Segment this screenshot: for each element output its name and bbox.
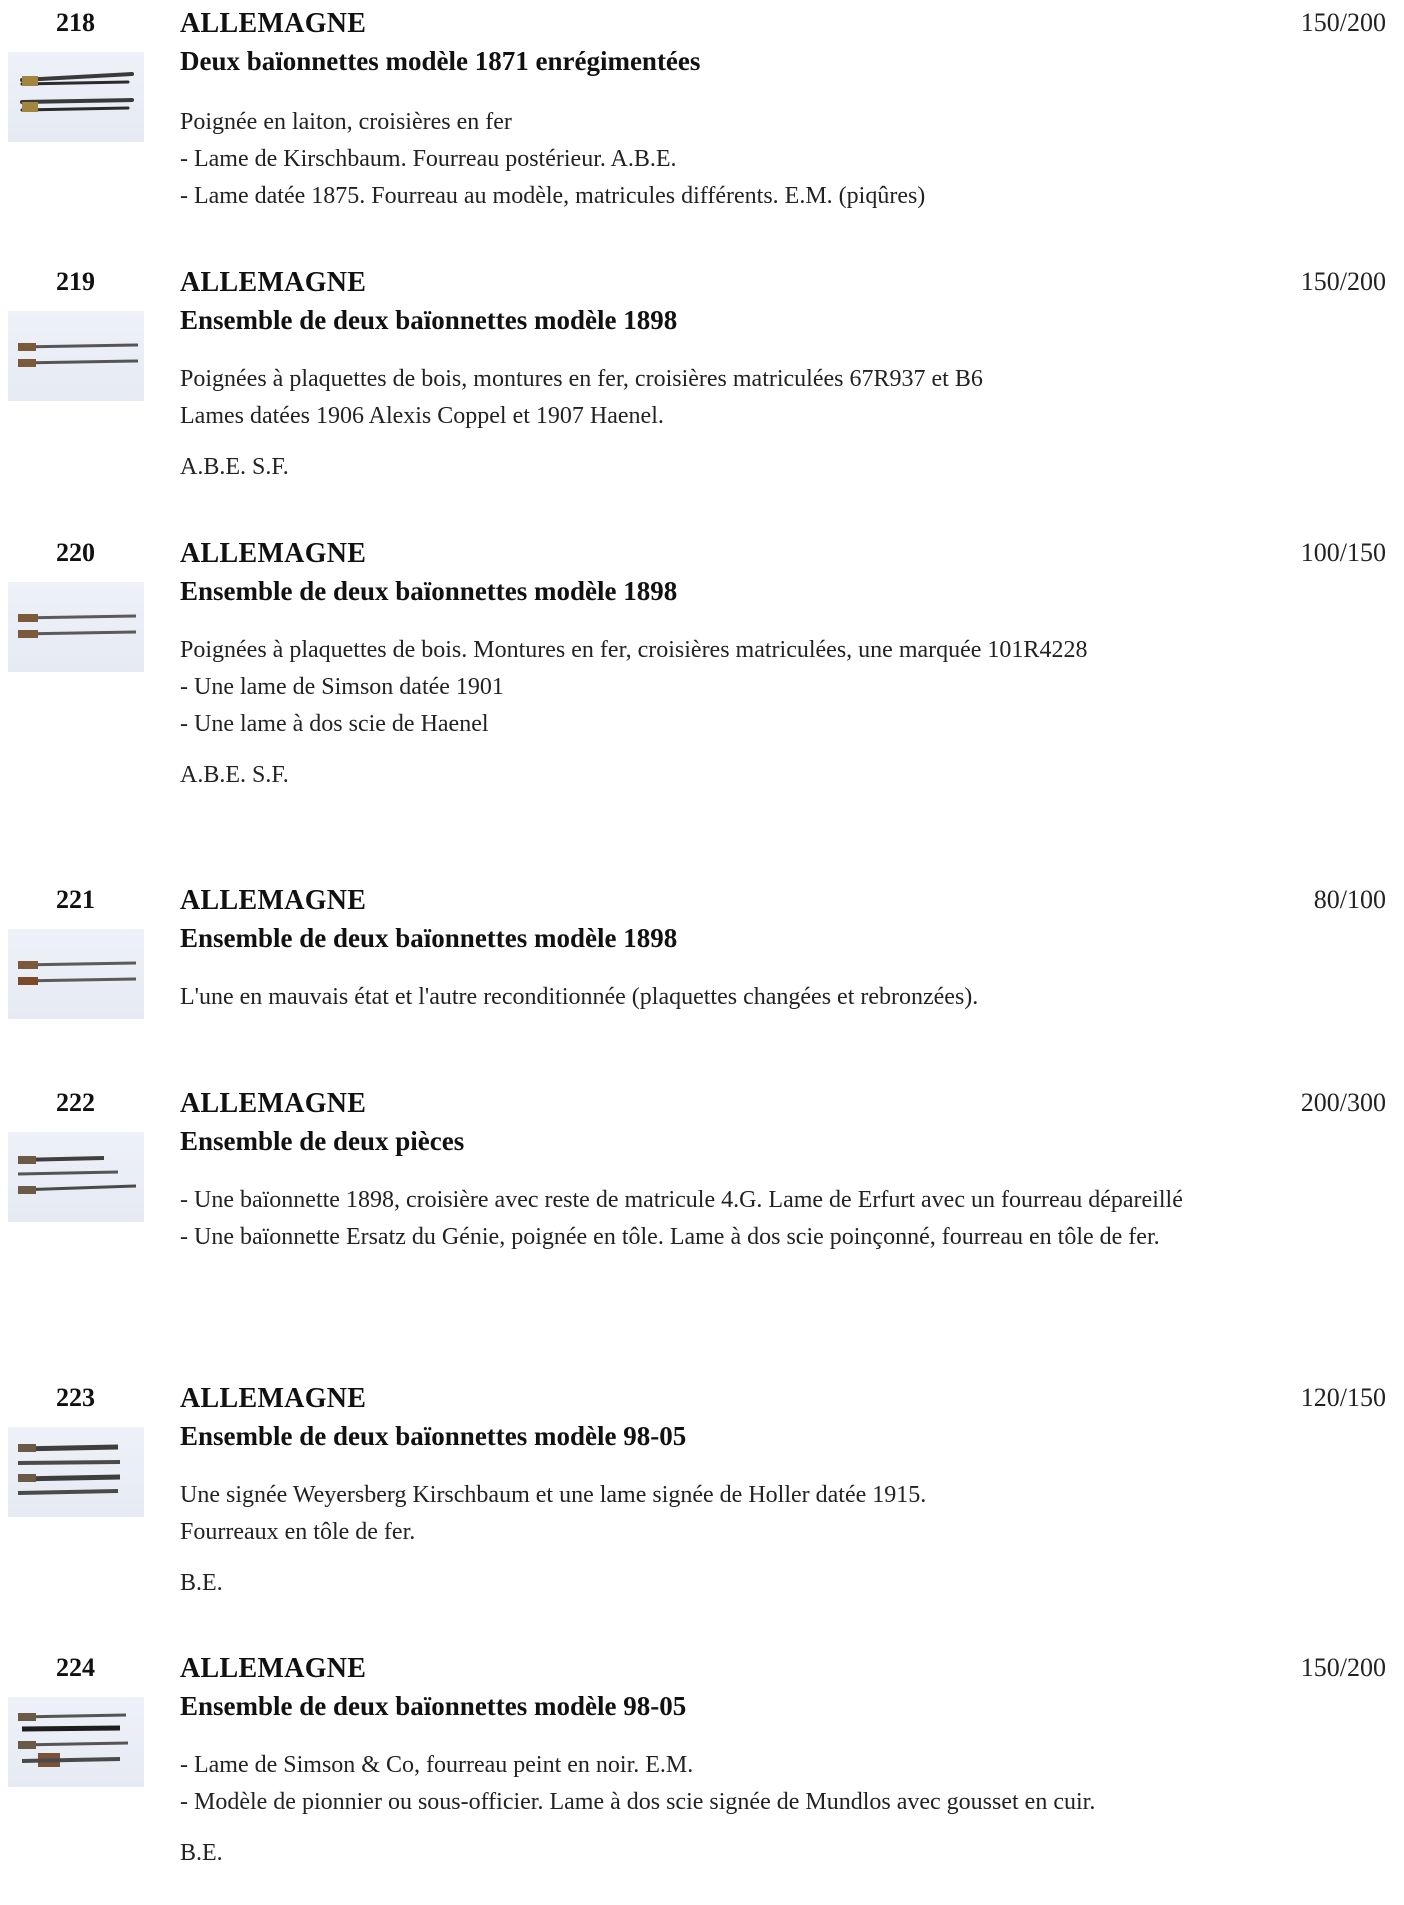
bayonet-photo[interactable] [8, 311, 144, 401]
lot-country: ALLEMAGNE [180, 1383, 367, 1414]
lot-number: 223 [56, 1383, 95, 1412]
description-line: - Lame datée 1875. Fourreau au modèle, matricules différents. E.M. (piqûres) [180, 183, 926, 209]
lot-estimate: 120/150 [1300, 1383, 1386, 1412]
bayonet-photo-graphic [8, 311, 144, 401]
lot-estimate: 100/150 [1300, 538, 1386, 567]
description-line: - Lame de Simson & Co, fourreau peint en noir. E.M. [180, 1752, 694, 1778]
lot-description [180, 1182, 1204, 1256]
lot-description [180, 361, 1204, 486]
bayonet-photo-graphic [8, 52, 144, 142]
bayonet-photo[interactable] [8, 1697, 144, 1787]
bayonet-photo[interactable] [8, 582, 144, 672]
lot-estimate: 150/200 [1300, 1653, 1386, 1682]
lot-number: 218 [56, 8, 95, 37]
lot-country: ALLEMAGNE [180, 1653, 367, 1684]
lot-description [180, 1747, 1204, 1872]
description-paragraph: - Modèle de pionnier ou sous-officier. Lame à dos scie signée de Mundlos avec gousset en cuir. [180, 1789, 1096, 1815]
description-paragraph: - Une baïonnette Ersatz du Génie, poignée en tôle. Lame à dos scie poinçonné, fourreau en tôle de fer. [180, 1224, 1160, 1250]
lot-title: Ensemble de deux baïonnettes modèle 1898 [180, 923, 678, 953]
bayonet-photo[interactable] [8, 929, 144, 1019]
description-line: Lames datées 1906 Alexis Coppel et 1907 Haenel. [180, 403, 664, 429]
bayonet-photo-graphic [8, 582, 144, 672]
lot-description [180, 979, 1204, 1016]
lot-title: Deux baïonnettes modèle 1871 enrégimentées [180, 46, 701, 76]
bayonet-photo[interactable] [8, 1427, 144, 1517]
lot-country: ALLEMAGNE [180, 8, 367, 39]
lot-number: 222 [56, 1088, 95, 1117]
lot-estimate: 200/300 [1300, 1088, 1386, 1117]
description-line: Poignée en laiton, croisières en fer [180, 109, 512, 135]
lot-title: Ensemble de deux baïonnettes modèle 98-05 [180, 1421, 687, 1451]
lot-number: 219 [56, 267, 95, 296]
bayonet-photo-graphic [8, 1132, 144, 1222]
lot-country: ALLEMAGNE [180, 885, 367, 916]
lot-description [180, 104, 1204, 215]
condition-note: A.B.E. S.F. [180, 762, 289, 788]
lot-title: Ensemble de deux baïonnettes modèle 1898 [180, 576, 678, 606]
description-line: L'une en mauvais état et l'autre reconditionnée (plaquettes changées et rebronzées). [180, 984, 979, 1010]
lot-country: ALLEMAGNE [180, 538, 367, 569]
bayonet-photo[interactable] [8, 1132, 144, 1222]
condition-note: B.E. [180, 1840, 223, 1866]
lot-number: 224 [56, 1653, 95, 1682]
lot-description [180, 1477, 1204, 1602]
description-line: - Une lame à dos scie de Haenel [180, 711, 489, 737]
lot-title: Ensemble de deux baïonnettes modèle 1898 [180, 305, 678, 335]
lot-title: Ensemble de deux baïonnettes modèle 98-05 [180, 1691, 687, 1721]
lot-estimate: 150/200 [1300, 8, 1386, 37]
description-line: Poignées à plaquettes de bois, montures en fer, croisières matriculées 67R937 et B6 [180, 366, 983, 392]
condition-note: A.B.E. S.F. [180, 454, 289, 480]
lot-number: 221 [56, 885, 95, 914]
bayonet-photo[interactable] [8, 52, 144, 142]
lot-title: Ensemble de deux pièces [180, 1126, 465, 1156]
lot-country: ALLEMAGNE [180, 267, 367, 298]
bayonet-photo-graphic [8, 1427, 144, 1517]
description-line: - Lame de Kirschbaum. Fourreau postérieur. A.B.E. [180, 146, 677, 172]
bayonet-photo-graphic [8, 929, 144, 1019]
description-paragraph: - Une baïonnette 1898, croisière avec reste de matricule 4.G. Lame de Erfurt avec un fourreau dépareillé [180, 1187, 1183, 1213]
description-line: Fourreaux en tôle de fer. [180, 1519, 416, 1545]
lot-number: 220 [56, 538, 95, 567]
description-line: - Une lame de Simson datée 1901 [180, 674, 504, 700]
lot-description [180, 632, 1204, 794]
description-paragraph: Poignées à plaquettes de bois. Montures en fer, croisières matriculées, une marquée 101R4228 [180, 637, 1088, 663]
lot-estimate: 150/200 [1300, 267, 1386, 296]
bayonet-photo-graphic [8, 1697, 144, 1787]
description-line: Une signée Weyersberg Kirschbaum et une lame signée de Holler datée 1915. [180, 1482, 927, 1508]
lot-estimate: 80/100 [1313, 885, 1386, 914]
condition-note: B.E. [180, 1570, 223, 1596]
lot-country: ALLEMAGNE [180, 1088, 367, 1119]
